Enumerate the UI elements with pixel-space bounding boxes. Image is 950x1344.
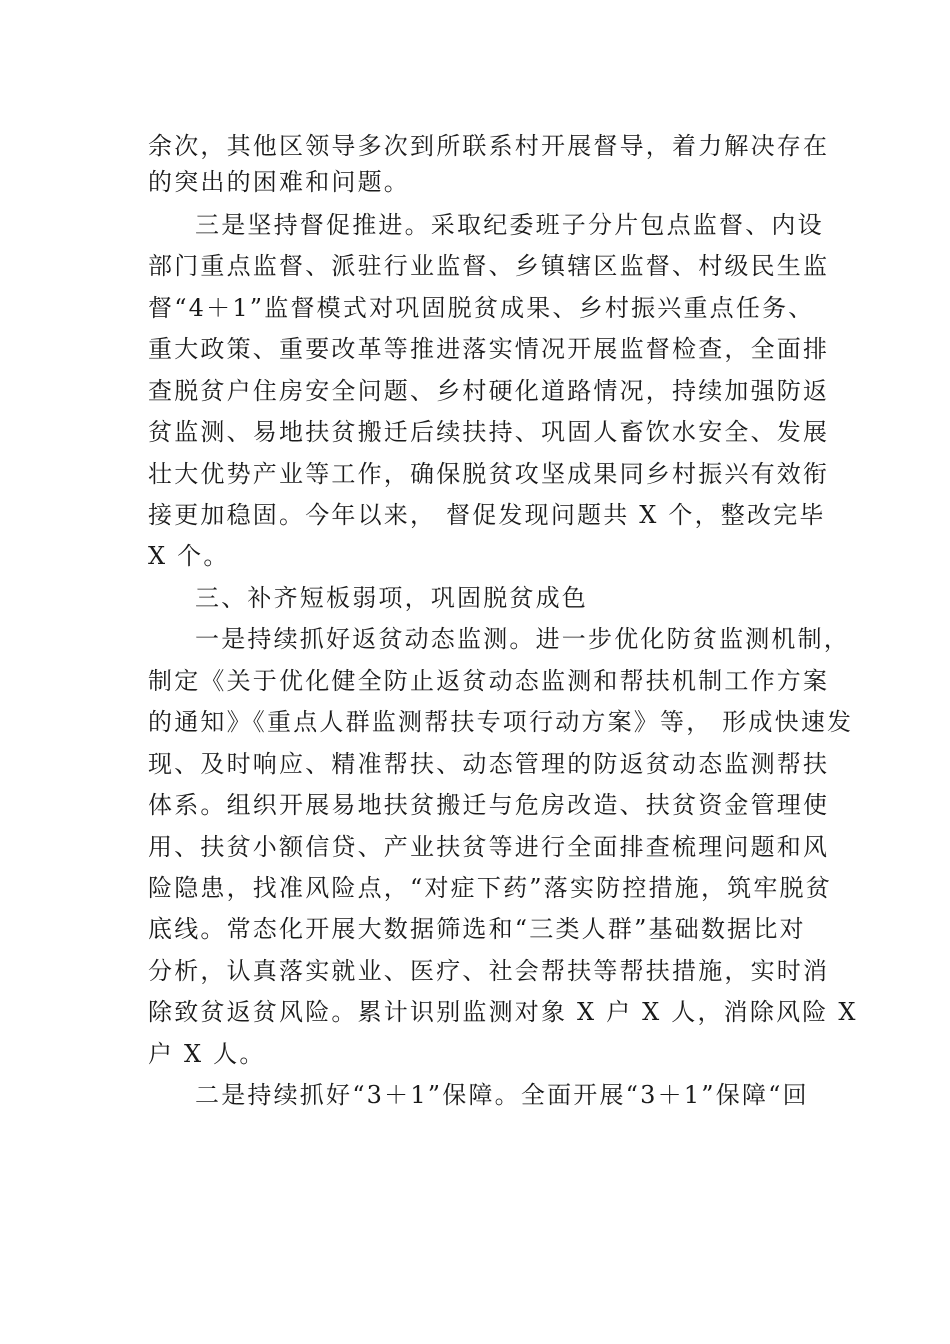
text-line: 分析，认真落实就业、医疗、社会帮扶等帮扶措施，实时消 — [148, 957, 830, 985]
text-line: 的通知》《重点人群监测帮扶专项行动方案》等， 形成快速发 — [148, 708, 854, 736]
text-line: 部门重点监督、派驻行业监督、乡镇辖区监督、村级民生监 — [148, 252, 830, 280]
text-line: 接更加稳固。今年以来， 督促发现问题共 X 个，整改完毕 — [148, 501, 826, 529]
text-line: 制定《关于优化健全防止返贫动态监测和帮扶机制工作方案 — [148, 667, 830, 695]
text-line: 体系。组织开展易地扶贫搬迁与危房改造、扶贫资金管理使 — [148, 791, 830, 819]
text-line: 的突出的困难和问题。 — [148, 168, 410, 196]
text-line: 户 X 人。 — [148, 1040, 266, 1068]
text-line: 督“4＋1”监督模式对巩固脱贫成果、乡村振兴重点任务、 — [148, 294, 815, 322]
text-line: 现、及时响应、精准帮扶、动态管理的防返贫动态监测帮扶 — [148, 750, 830, 778]
text-line: 用、扶贫小额信贷、产业扶贫等进行全面排查梳理问题和风 — [148, 833, 830, 861]
text-line: 查脱贫户住房安全问题、乡村硬化道路情况，持续加强防返 — [148, 377, 830, 405]
paragraph-start-line: 二是持续抓好“3＋1”保障。全面开展“3＋1”保障“回 — [195, 1081, 809, 1109]
text-line: 除致贫返贫风险。累计识别监测对象 X 户 X 人，消除风险 X — [148, 998, 858, 1026]
text-line: 底线。常态化开展大数据筛选和“三类人群”基础数据比对 — [148, 915, 806, 943]
paragraph-start-line: 一是持续抓好返贫动态监测。进一步优化防贫监测机制， — [195, 625, 850, 653]
paragraph-start-line: 三是坚持督促推进。采取纪委班子分片包点监督、内设 — [195, 211, 824, 239]
text-line: 壮大优势产业等工作，确保脱贫攻坚成果同乡村振兴有效衔 — [148, 460, 830, 488]
section-heading: 三、补齐短板弱项，巩固脱贫成色 — [195, 584, 588, 612]
text-line: X 个。 — [148, 542, 230, 570]
text-line: 险隐患，找准风险点，“对症下药”落实防控措施，筑牢脱贫 — [148, 874, 832, 902]
text-line: 重大政策、重要改革等推进落实情况开展监督检查，全面排 — [148, 335, 830, 363]
text-line: 余次，其他区领导多次到所联系村开展督导，着力解决存在 — [148, 132, 830, 160]
text-line: 贫监测、易地扶贫搬迁后续扶持、巩固人畜饮水安全、发展 — [148, 418, 830, 446]
